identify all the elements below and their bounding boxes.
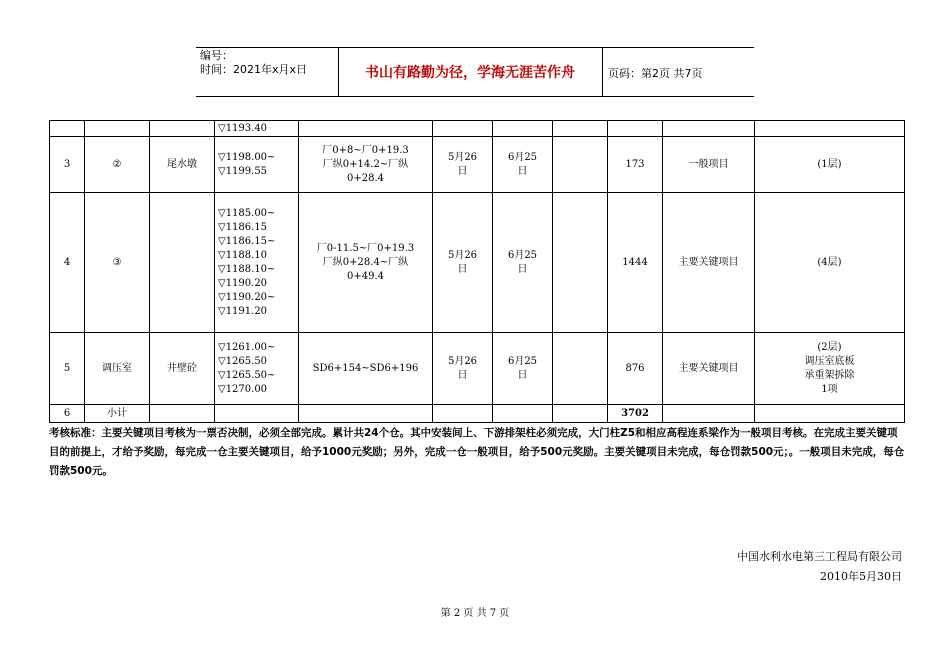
cell-part: 小计 bbox=[85, 405, 150, 423]
cell-blank bbox=[553, 193, 608, 333]
cell-category: 主要关键项目 bbox=[663, 333, 755, 405]
page-footer: 第 2 页 共 7 页 bbox=[440, 608, 510, 619]
cell-elevation-line: ▽1193.40 bbox=[218, 122, 268, 134]
cell-elevation-line: ▽1199.55 bbox=[218, 165, 268, 177]
table-row bbox=[50, 121, 905, 137]
cell-elevation bbox=[215, 405, 299, 423]
cell-category: 主要关键项目 bbox=[663, 193, 755, 333]
cell-elevation bbox=[215, 137, 299, 193]
signature-date: 2010年5月30日 bbox=[820, 570, 902, 583]
cell-end-date: 6月25日 bbox=[493, 333, 553, 405]
page-header bbox=[196, 47, 754, 97]
schedule-table bbox=[49, 120, 905, 423]
cell-start-date: 5月26日 bbox=[433, 137, 493, 193]
cell-stake-line: 厂0-11.5~厂0+19.3 bbox=[316, 242, 415, 254]
cell-stake bbox=[299, 121, 433, 137]
cell-no bbox=[50, 121, 85, 137]
cell-stake-line: 厂纵0+28.4~厂纵 bbox=[322, 256, 409, 268]
motto: 书山有路勤为径，学海无涯苦作舟 bbox=[365, 65, 575, 81]
cell-stake-line: 0+49.4 bbox=[346, 270, 384, 282]
cell-blank bbox=[553, 405, 608, 423]
cell-end-date bbox=[493, 121, 553, 137]
cell-elevation-line: ▽1265.50~ bbox=[218, 369, 276, 381]
cell-elevation-line: ▽1188.10~ bbox=[218, 263, 276, 275]
assessment-criteria: 考核标准：主要关键项目考核为一票否决制，必须全部完成。累计共24个仓。其中安装间上、下游排架柱必须完成，大门柱Z5和相应高程连系梁作为一般项目考核。在完成主要关键项目的前提上，才给予奖励，每完成一仓主要关键项目，给予1000元奖励；另外，完成一仓一般项目，给予500元奖励。主要关键项目未完成，每仓罚款500元；。一般项目未完成，每仓罚款500元。 bbox=[49, 427, 905, 477]
cell-stake-line: 厂0+8~厂0+19.3 bbox=[322, 144, 409, 156]
cell-stake-line: 厂纵0+14.2~厂纵 bbox=[322, 158, 409, 170]
cell-no: 3 bbox=[50, 137, 85, 193]
cell-name: 井壁砼 bbox=[150, 333, 215, 405]
cell-category bbox=[663, 405, 755, 423]
cell-elevation bbox=[215, 333, 299, 405]
cell-name bbox=[150, 405, 215, 423]
cell-stake bbox=[299, 193, 433, 333]
cell-note bbox=[755, 333, 905, 405]
cell-stake bbox=[299, 405, 433, 423]
cell-elevation-line: ▽1185.00~ bbox=[218, 207, 276, 219]
cell-elevation-line: ▽1186.15~ bbox=[218, 235, 276, 247]
cell-note bbox=[755, 137, 905, 193]
cell-note bbox=[755, 121, 905, 137]
header-top-rule bbox=[196, 47, 754, 48]
cell-note-line: (4层) bbox=[817, 256, 842, 268]
table-row bbox=[50, 193, 905, 333]
cell-name bbox=[150, 121, 215, 137]
cell-elevation-line: ▽1261.00~ bbox=[218, 341, 276, 353]
cell-part bbox=[85, 121, 150, 137]
signature-company: 中国水利水电第三工程局有限公司 bbox=[737, 550, 902, 563]
cell-quantity bbox=[608, 121, 663, 137]
cell-quantity: 1444 bbox=[608, 193, 663, 333]
cell-blank bbox=[553, 333, 608, 405]
cell-note-line: 调压室底板 bbox=[804, 355, 855, 367]
page-info: 页码：第2页 共7页 bbox=[608, 67, 703, 80]
cell-no: 4 bbox=[50, 193, 85, 333]
cell-start-date: 5月26日 bbox=[433, 333, 493, 405]
cell-quantity: 3702 bbox=[608, 405, 663, 423]
cell-elevation-line: ▽1190.20~ bbox=[218, 291, 276, 303]
cell-name bbox=[150, 193, 215, 333]
cell-elevation-line: ▽1198.00~ bbox=[218, 151, 276, 163]
cell-elevation-line: ▽1186.15 bbox=[218, 221, 268, 233]
cell-elevation-line: ▽1188.10 bbox=[218, 249, 268, 261]
cell-elevation-line: ▽1191.20 bbox=[218, 305, 268, 317]
cell-stake-line: SD6+154~SD6+196 bbox=[312, 362, 419, 374]
cell-note-line: (1层) bbox=[817, 158, 842, 170]
cell-elevation bbox=[215, 193, 299, 333]
header-divider bbox=[602, 47, 603, 97]
cell-note bbox=[755, 193, 905, 333]
cell-blank bbox=[553, 121, 608, 137]
cell-no: 6 bbox=[50, 405, 85, 423]
header-left bbox=[200, 49, 307, 77]
cell-start-date: 5月26日 bbox=[433, 193, 493, 333]
table-row bbox=[50, 405, 905, 423]
cell-stake bbox=[299, 333, 433, 405]
cell-stake bbox=[299, 137, 433, 193]
cell-no: 5 bbox=[50, 333, 85, 405]
cell-start-date bbox=[433, 121, 493, 137]
cell-end-date: 6月25日 bbox=[493, 137, 553, 193]
cell-note-line: 1项 bbox=[821, 383, 838, 395]
number-label: 编号： bbox=[200, 49, 233, 62]
cell-part: ③ bbox=[85, 193, 150, 333]
cell-elevation-line: ▽1190.20 bbox=[218, 277, 268, 289]
cell-part: 调压室 bbox=[85, 333, 150, 405]
cell-note bbox=[755, 405, 905, 423]
header-bottom-rule bbox=[196, 96, 754, 97]
cell-quantity: 173 bbox=[608, 137, 663, 193]
cell-note-line: (2层) bbox=[817, 341, 842, 353]
cell-elevation-line: ▽1270.00 bbox=[218, 383, 268, 395]
table-row bbox=[50, 137, 905, 193]
cell-elevation-line: ▽1265.50 bbox=[218, 355, 268, 367]
cell-end-date bbox=[493, 405, 553, 423]
cell-blank bbox=[553, 137, 608, 193]
cell-note-line: 承重架拆除 bbox=[804, 369, 855, 381]
cell-quantity: 876 bbox=[608, 333, 663, 405]
cell-category bbox=[663, 121, 755, 137]
table-row bbox=[50, 333, 905, 405]
date-label: 时间：2021年x月x日 bbox=[200, 63, 308, 76]
cell-category: 一般项目 bbox=[663, 137, 755, 193]
cell-elevation bbox=[215, 121, 299, 137]
cell-stake-line: 0+28.4 bbox=[346, 172, 384, 184]
cell-start-date bbox=[433, 405, 493, 423]
cell-name: 尾水墩 bbox=[150, 137, 215, 193]
cell-end-date: 6月25日 bbox=[493, 193, 553, 333]
cell-part: ② bbox=[85, 137, 150, 193]
